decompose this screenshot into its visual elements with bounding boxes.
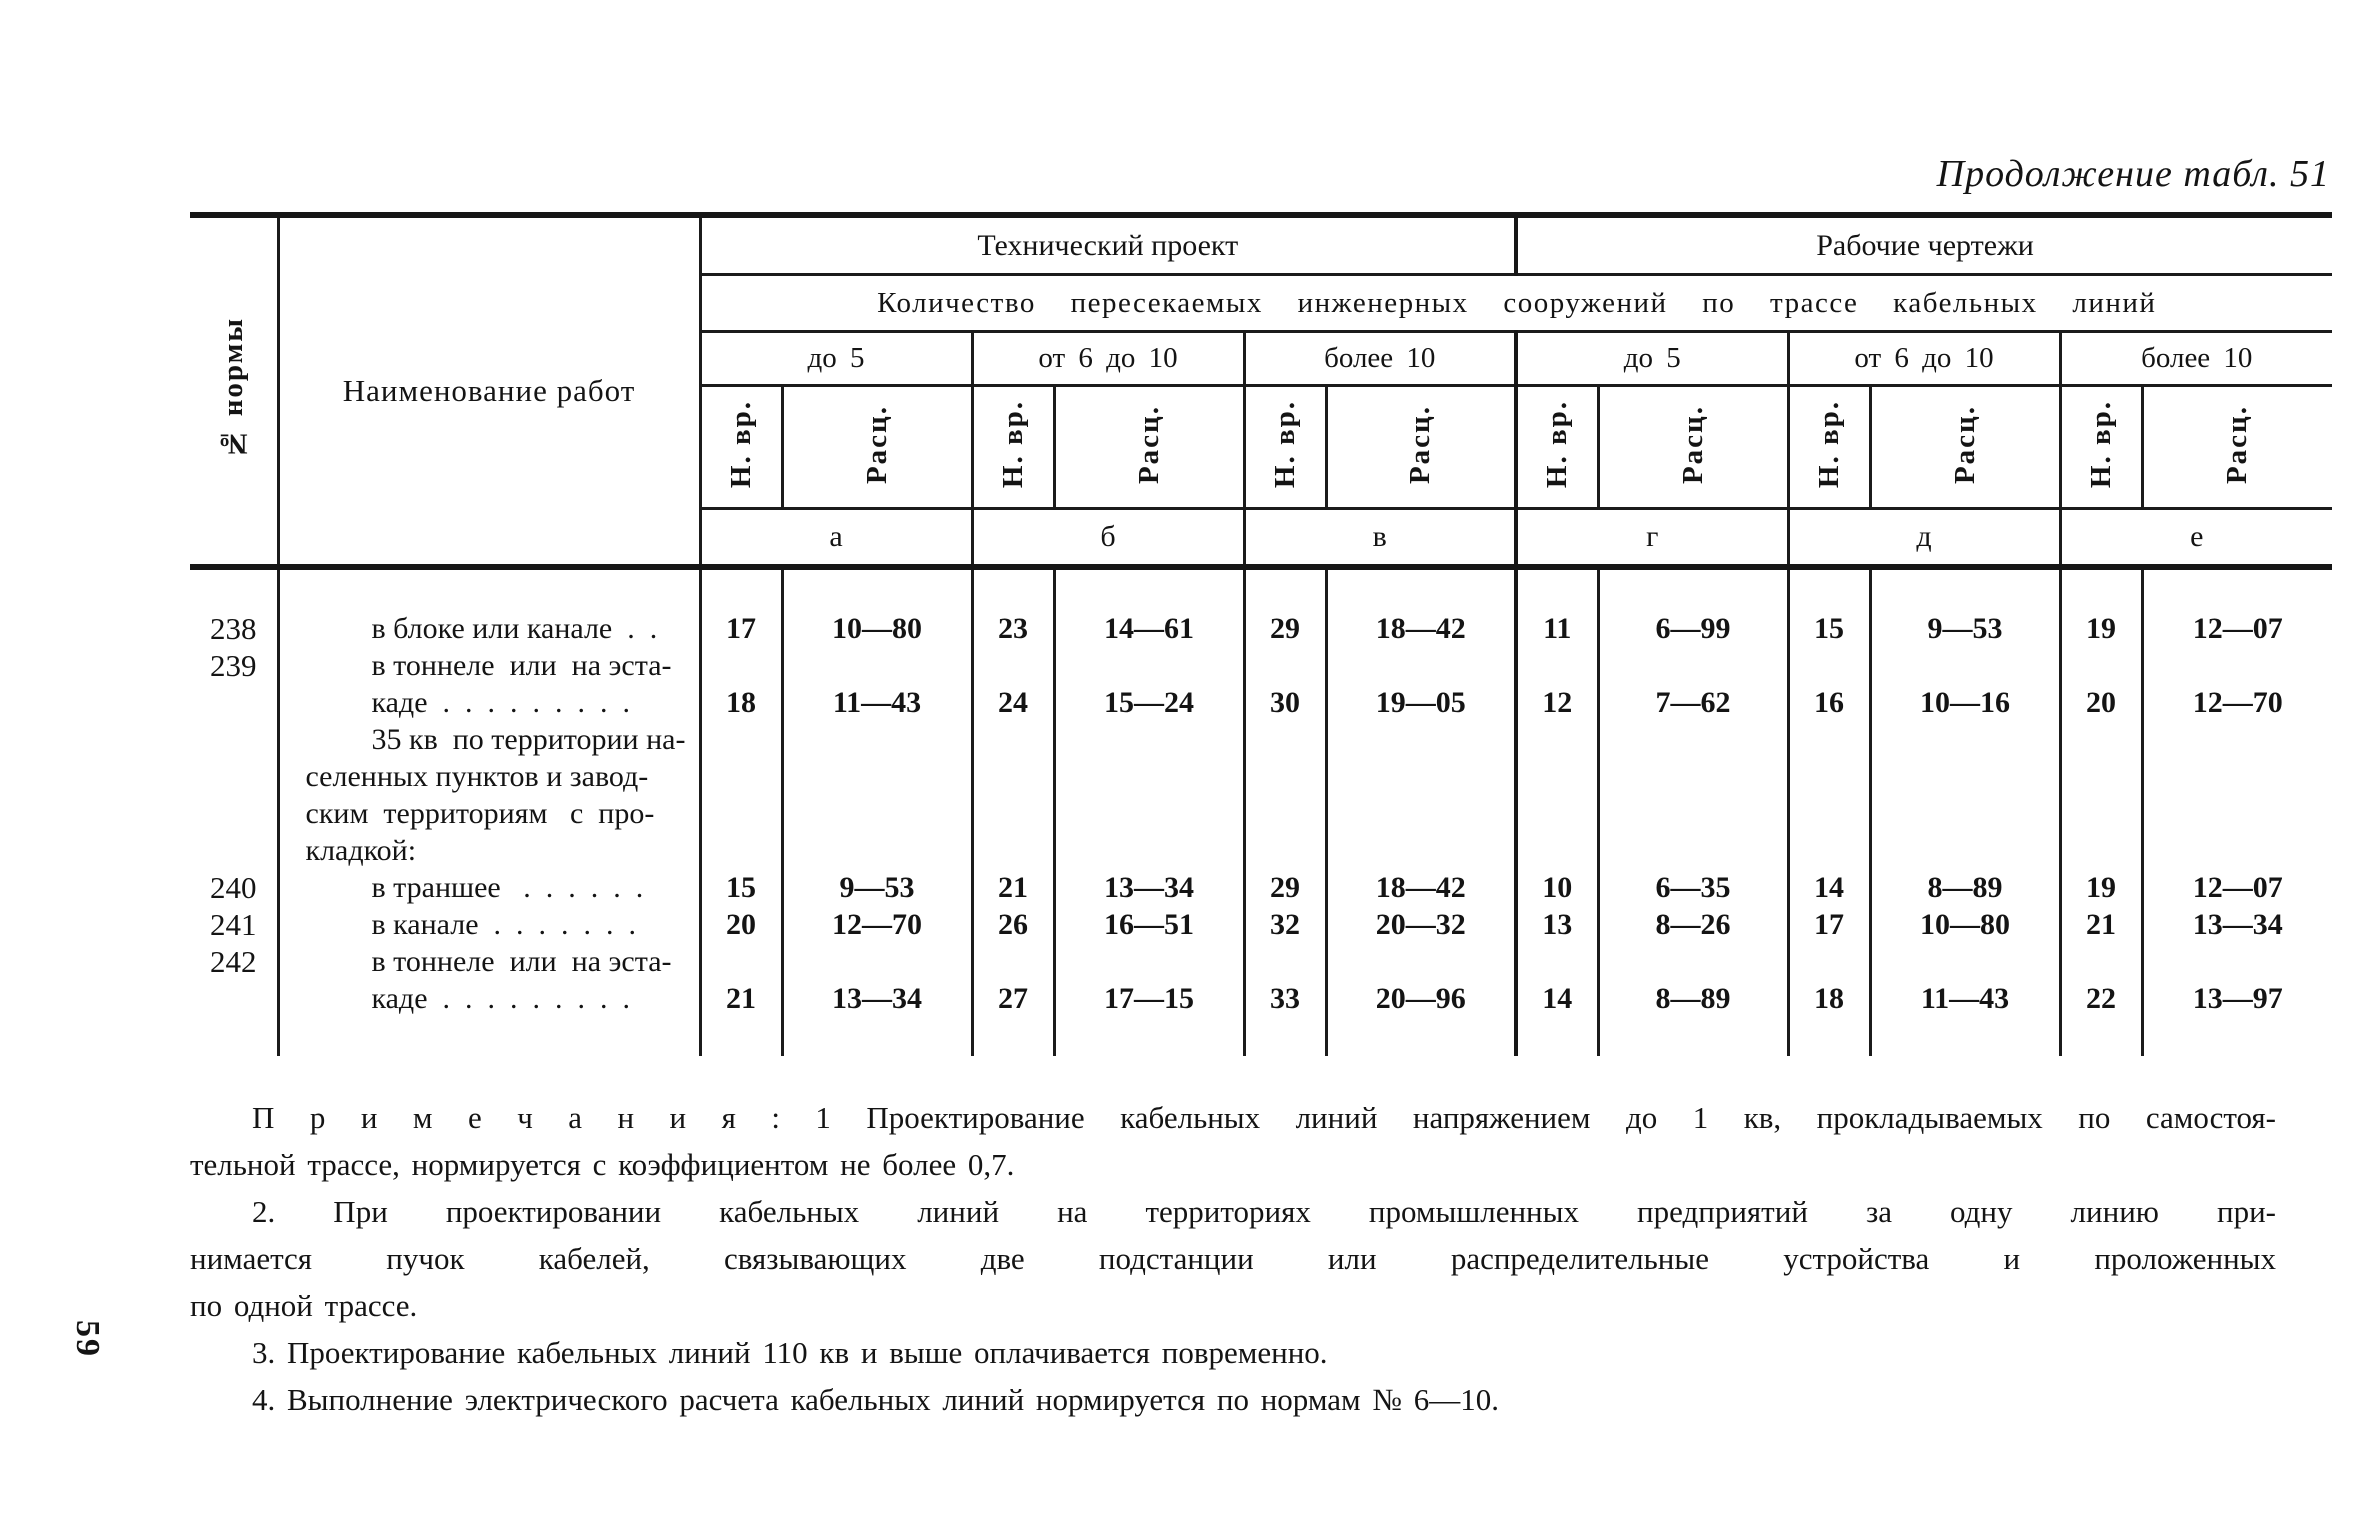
time-norm-value xyxy=(1246,647,1325,684)
time-norm-value: 14 xyxy=(1542,981,1573,1015)
time-norm-value: 22 xyxy=(2086,981,2117,1015)
norm-number: 240 xyxy=(210,869,257,905)
time-norm-value: 32 xyxy=(1270,907,1300,941)
letter-label: в xyxy=(1244,509,1516,568)
time-norm-value xyxy=(1790,795,1869,832)
rate-value xyxy=(1328,721,1515,758)
rate-value xyxy=(1872,832,2059,869)
rate-value: 6—35 xyxy=(1655,870,1731,904)
time-norm-value: 23 xyxy=(998,611,1028,645)
rate-value: 11—43 xyxy=(832,685,922,719)
time-norm-value xyxy=(1518,721,1597,758)
table-continuation-title: Продолжение табл. 51 xyxy=(1936,153,2330,195)
time-norm-value xyxy=(1518,758,1597,795)
rate-value xyxy=(1872,795,2059,832)
time-norm-value: 19 xyxy=(2086,611,2117,645)
time-norm-header: Н. вр. xyxy=(724,400,757,489)
rate-value: 10—80 xyxy=(832,611,922,645)
range-header: до 5 xyxy=(1516,332,1788,386)
rate-value: 18—42 xyxy=(1375,611,1466,645)
rate-value xyxy=(2144,721,2333,758)
rate-value: 8—89 xyxy=(1655,981,1731,1015)
rate-header: Расц. xyxy=(1676,404,1709,485)
norm-number: 239 xyxy=(210,647,257,683)
col-number-header-cell xyxy=(190,215,278,567)
time-norm-value xyxy=(702,721,781,758)
letter-label: г xyxy=(1516,509,1788,568)
rate-value xyxy=(1600,721,1787,758)
rate-value: 13—34 xyxy=(2192,907,2283,941)
rate-value xyxy=(2144,943,2333,980)
range-header: от 6 до 10 xyxy=(1788,332,2060,386)
time-norm-value xyxy=(1790,721,1869,758)
note-line: 2. При проектировании кабельных линий на территориях промышленных предприятий за одну линию при- xyxy=(252,1194,2276,1229)
time-norm-value: 21 xyxy=(2086,907,2117,941)
time-norm-value xyxy=(1246,721,1325,758)
rate-value xyxy=(2144,832,2333,869)
time-norm-value xyxy=(974,647,1053,684)
time-norm-value: 18 xyxy=(726,685,756,719)
work-name-line: каде . . . . . . . . . xyxy=(371,685,631,719)
rate-value: 10—16 xyxy=(1920,685,2011,719)
norm-number xyxy=(190,795,277,832)
work-name-line: 35 кв по территории на- xyxy=(371,722,686,756)
work-name-line: в тоннеле или на эста- xyxy=(371,648,672,682)
work-name-line: в тоннеле или на эста- xyxy=(371,944,672,978)
rate-value xyxy=(1056,795,1243,832)
rate-header-cell xyxy=(1054,386,1244,509)
time-norm-value xyxy=(1790,758,1869,795)
rate-value: 13—97 xyxy=(2192,981,2283,1015)
rate-header-cell xyxy=(2142,386,2332,509)
rate-value xyxy=(1872,647,2059,684)
rate-header: Расц. xyxy=(1404,404,1437,485)
time-norm-header: Н. вр. xyxy=(1812,400,1845,489)
rate-value xyxy=(1328,758,1515,795)
letter-label: д xyxy=(1788,509,2060,568)
time-norm-value xyxy=(974,795,1053,832)
work-name-line: в канале . . . . . . . xyxy=(371,907,637,941)
rate-value: 10—80 xyxy=(1920,907,2011,941)
rate-value: 9—53 xyxy=(1927,611,2003,645)
col-number-header: № нормы xyxy=(216,317,249,460)
time-norm-value xyxy=(1518,647,1597,684)
rate-value xyxy=(784,795,971,832)
time-norm-value: 21 xyxy=(998,870,1028,904)
range-header: до 5 xyxy=(700,332,972,386)
rate-value xyxy=(784,832,971,869)
rate-value xyxy=(784,721,971,758)
rate-header: Расц. xyxy=(1132,404,1165,485)
time-norm-value: 21 xyxy=(726,981,756,1015)
rate-header-cell xyxy=(1870,386,2060,509)
time-norm-value: 17 xyxy=(726,611,756,645)
rate-value-column xyxy=(1598,567,1788,1056)
rate-value xyxy=(1600,795,1787,832)
rate-value xyxy=(1872,758,2059,795)
rate-value: 14—61 xyxy=(1104,611,1194,645)
rate-value xyxy=(1600,943,1787,980)
rate-value xyxy=(2144,795,2333,832)
note-line: 3. Проектирование кабельных линий 110 кв и выше оплачивается повременно. xyxy=(252,1335,1328,1370)
rate-value: 12—70 xyxy=(832,907,922,941)
rate-value xyxy=(784,647,971,684)
rate-value-column xyxy=(782,567,972,1056)
time-norm-value: 11 xyxy=(1543,611,1572,645)
time-norm-value: 33 xyxy=(1270,981,1300,1015)
time-norm-value xyxy=(2062,795,2141,832)
norms-table xyxy=(190,212,2332,1056)
note-line: нимается пучок кабелей, связывающих две подстанции или распределительные устройства и проложенных xyxy=(190,1241,2276,1276)
rate-value: 18—42 xyxy=(1375,870,1466,904)
range-header: более 10 xyxy=(1244,332,1516,386)
rate-value xyxy=(2144,758,2333,795)
norm-number xyxy=(190,758,277,795)
rate-value xyxy=(1328,647,1515,684)
time-norm-value-column xyxy=(700,567,782,1056)
norm-number xyxy=(190,832,277,869)
rate-value-column xyxy=(1870,567,2060,1056)
time-norm-value xyxy=(974,721,1053,758)
time-norm-value: 12 xyxy=(1542,685,1573,719)
rate-value xyxy=(1600,647,1787,684)
time-norm-value xyxy=(702,647,781,684)
letter-label: а xyxy=(700,509,972,568)
time-norm-header-cell xyxy=(1788,386,1870,509)
rate-value xyxy=(1328,795,1515,832)
rate-value: 15—24 xyxy=(1104,685,1194,719)
rate-header: Расц. xyxy=(860,404,893,485)
rate-value xyxy=(2144,647,2333,684)
table-header-row-sections xyxy=(190,215,2332,275)
range-header: более 10 xyxy=(2060,332,2332,386)
rate-value: 17—15 xyxy=(1104,981,1194,1015)
time-norm-value: 20 xyxy=(2086,685,2117,719)
time-norm-value: 30 xyxy=(1270,685,1300,719)
rate-value xyxy=(1600,758,1787,795)
rate-value: 6—99 xyxy=(1655,611,1731,645)
rate-value: 13—34 xyxy=(832,981,922,1015)
work-name-line: кладкой: xyxy=(305,833,417,867)
time-norm-header-cell xyxy=(972,386,1054,509)
rate-header-cell xyxy=(1598,386,1788,509)
norm-number-column xyxy=(190,567,278,1056)
rate-value xyxy=(1328,943,1515,980)
time-norm-header: Н. вр. xyxy=(1540,400,1573,489)
time-norm-value xyxy=(702,943,781,980)
norm-number xyxy=(190,684,277,721)
time-norm-value xyxy=(2062,832,2141,869)
rate-header: Расц. xyxy=(1948,404,1981,485)
section-header-technical-project: Технический проект xyxy=(700,215,1516,275)
time-norm-value-column xyxy=(1516,567,1598,1056)
time-norm-header-cell xyxy=(2060,386,2142,509)
work-name-line: селенных пунктов и завод- xyxy=(305,759,649,793)
time-norm-value: 26 xyxy=(998,907,1028,941)
work-name-column xyxy=(278,567,700,1056)
work-name-line: ским территориям с про- xyxy=(305,796,655,830)
time-norm-value: 13 xyxy=(1542,907,1573,941)
rate-value: 16—51 xyxy=(1104,907,1194,941)
time-norm-value xyxy=(1246,832,1325,869)
quantity-header: Количество пересекаемых инженерных сооружений по трассе кабельных линий xyxy=(700,275,2332,332)
rate-value xyxy=(1872,943,2059,980)
letter-label: е xyxy=(2060,509,2332,568)
rate-value: 19—05 xyxy=(1375,685,1466,719)
norm-number xyxy=(190,721,277,758)
rate-value: 20—96 xyxy=(1375,981,1466,1015)
time-norm-value-column xyxy=(1244,567,1326,1056)
time-norm-value xyxy=(974,943,1053,980)
time-norm-value xyxy=(1246,795,1325,832)
rate-header-cell xyxy=(1326,386,1516,509)
range-header: от 6 до 10 xyxy=(972,332,1244,386)
rate-value: 9—53 xyxy=(839,870,915,904)
rate-value xyxy=(1056,647,1243,684)
rate-value: 12—07 xyxy=(2192,870,2283,904)
rate-value: 13—34 xyxy=(1104,870,1194,904)
time-norm-value xyxy=(1790,943,1869,980)
time-norm-value: 19 xyxy=(2086,870,2117,904)
rate-value xyxy=(1056,721,1243,758)
rate-value: 12—07 xyxy=(2192,611,2283,645)
rate-value: 8—26 xyxy=(1655,907,1731,941)
work-name-line: в блоке или канале . . xyxy=(371,611,658,645)
time-norm-value: 15 xyxy=(726,870,756,904)
rate-value: 8—89 xyxy=(1927,870,2003,904)
time-norm-value-column xyxy=(972,567,1054,1056)
time-norm-value xyxy=(974,758,1053,795)
time-norm-header: Н. вр. xyxy=(1268,400,1301,489)
rate-value-column xyxy=(2142,567,2332,1056)
norm-number: 242 xyxy=(210,943,257,979)
time-norm-value: 29 xyxy=(1270,870,1300,904)
time-norm-value xyxy=(702,832,781,869)
section-header-working-drawings: Рабочие чертежи xyxy=(1516,215,2332,275)
col-name-header: Наименование работ xyxy=(278,215,700,567)
time-norm-value xyxy=(1246,943,1325,980)
time-norm-value xyxy=(1246,758,1325,795)
rate-value xyxy=(1056,943,1243,980)
time-norm-value: 24 xyxy=(998,685,1028,719)
rate-value: 7—62 xyxy=(1655,685,1731,719)
time-norm-header-cell xyxy=(1244,386,1326,509)
note-line: 4. Выполнение электрического расчета кабельных линий нормируется по нормам № 6—10. xyxy=(252,1382,1499,1417)
rate-value xyxy=(1600,832,1787,869)
rate-value-column xyxy=(1054,567,1244,1056)
rate-header: Расц. xyxy=(2221,404,2254,485)
rate-value xyxy=(1056,758,1243,795)
note-line: тельной трассе, нормируется с коэффициентом не более 0,7. xyxy=(190,1147,1015,1182)
table-body-row xyxy=(190,567,2332,1056)
time-norm-header-cell xyxy=(700,386,782,509)
rate-header-cell xyxy=(782,386,972,509)
rate-value-column xyxy=(1326,567,1516,1056)
rate-value xyxy=(784,943,971,980)
norm-number xyxy=(190,980,277,1017)
time-norm-value xyxy=(2062,943,2141,980)
time-norm-value xyxy=(1790,647,1869,684)
time-norm-value: 15 xyxy=(1814,611,1845,645)
rate-value xyxy=(1328,832,1515,869)
note-line: по одной трассе. xyxy=(190,1288,418,1323)
time-norm-value-column xyxy=(2060,567,2142,1056)
rate-value xyxy=(1056,832,1243,869)
norm-number: 238 xyxy=(210,610,257,646)
time-norm-value xyxy=(974,832,1053,869)
time-norm-value xyxy=(2062,647,2141,684)
time-norm-header-cell xyxy=(1516,386,1598,509)
time-norm-value: 20 xyxy=(726,907,756,941)
time-norm-value: 16 xyxy=(1814,685,1845,719)
time-norm-value-column xyxy=(1788,567,1870,1056)
time-norm-value: 17 xyxy=(1814,907,1845,941)
note-line: П р и м е ч а н и я : 1 Проектирование кабельных линий напряжением до 1 кв, прокладываемых по самостоя- xyxy=(252,1100,2276,1135)
work-name-line: в траншее . . . . . . xyxy=(371,870,644,904)
rate-value: 11—43 xyxy=(1920,981,2010,1015)
rate-value xyxy=(1872,721,2059,758)
time-norm-value xyxy=(1518,832,1597,869)
notes-block xyxy=(190,1094,2276,1423)
time-norm-value xyxy=(2062,758,2141,795)
time-norm-value: 10 xyxy=(1542,870,1573,904)
time-norm-value xyxy=(702,795,781,832)
time-norm-value xyxy=(1518,943,1597,980)
time-norm-value xyxy=(1518,795,1597,832)
rate-value xyxy=(784,758,971,795)
time-norm-value: 27 xyxy=(998,981,1028,1015)
work-name-line: каде . . . . . . . . . xyxy=(371,981,631,1015)
time-norm-value: 18 xyxy=(1814,981,1845,1015)
time-norm-value xyxy=(1790,832,1869,869)
time-norm-value xyxy=(2062,721,2141,758)
rate-value: 12—70 xyxy=(2192,685,2283,719)
time-norm-value xyxy=(702,758,781,795)
time-norm-header: Н. вр. xyxy=(2084,400,2117,489)
time-norm-value: 29 xyxy=(1270,611,1300,645)
time-norm-value: 14 xyxy=(1814,870,1845,904)
letter-label: б xyxy=(972,509,1244,568)
time-norm-header: Н. вр. xyxy=(996,400,1029,489)
rate-value: 20—32 xyxy=(1375,907,1466,941)
norm-number: 241 xyxy=(210,906,257,942)
page-number: 59 xyxy=(69,1320,106,1358)
